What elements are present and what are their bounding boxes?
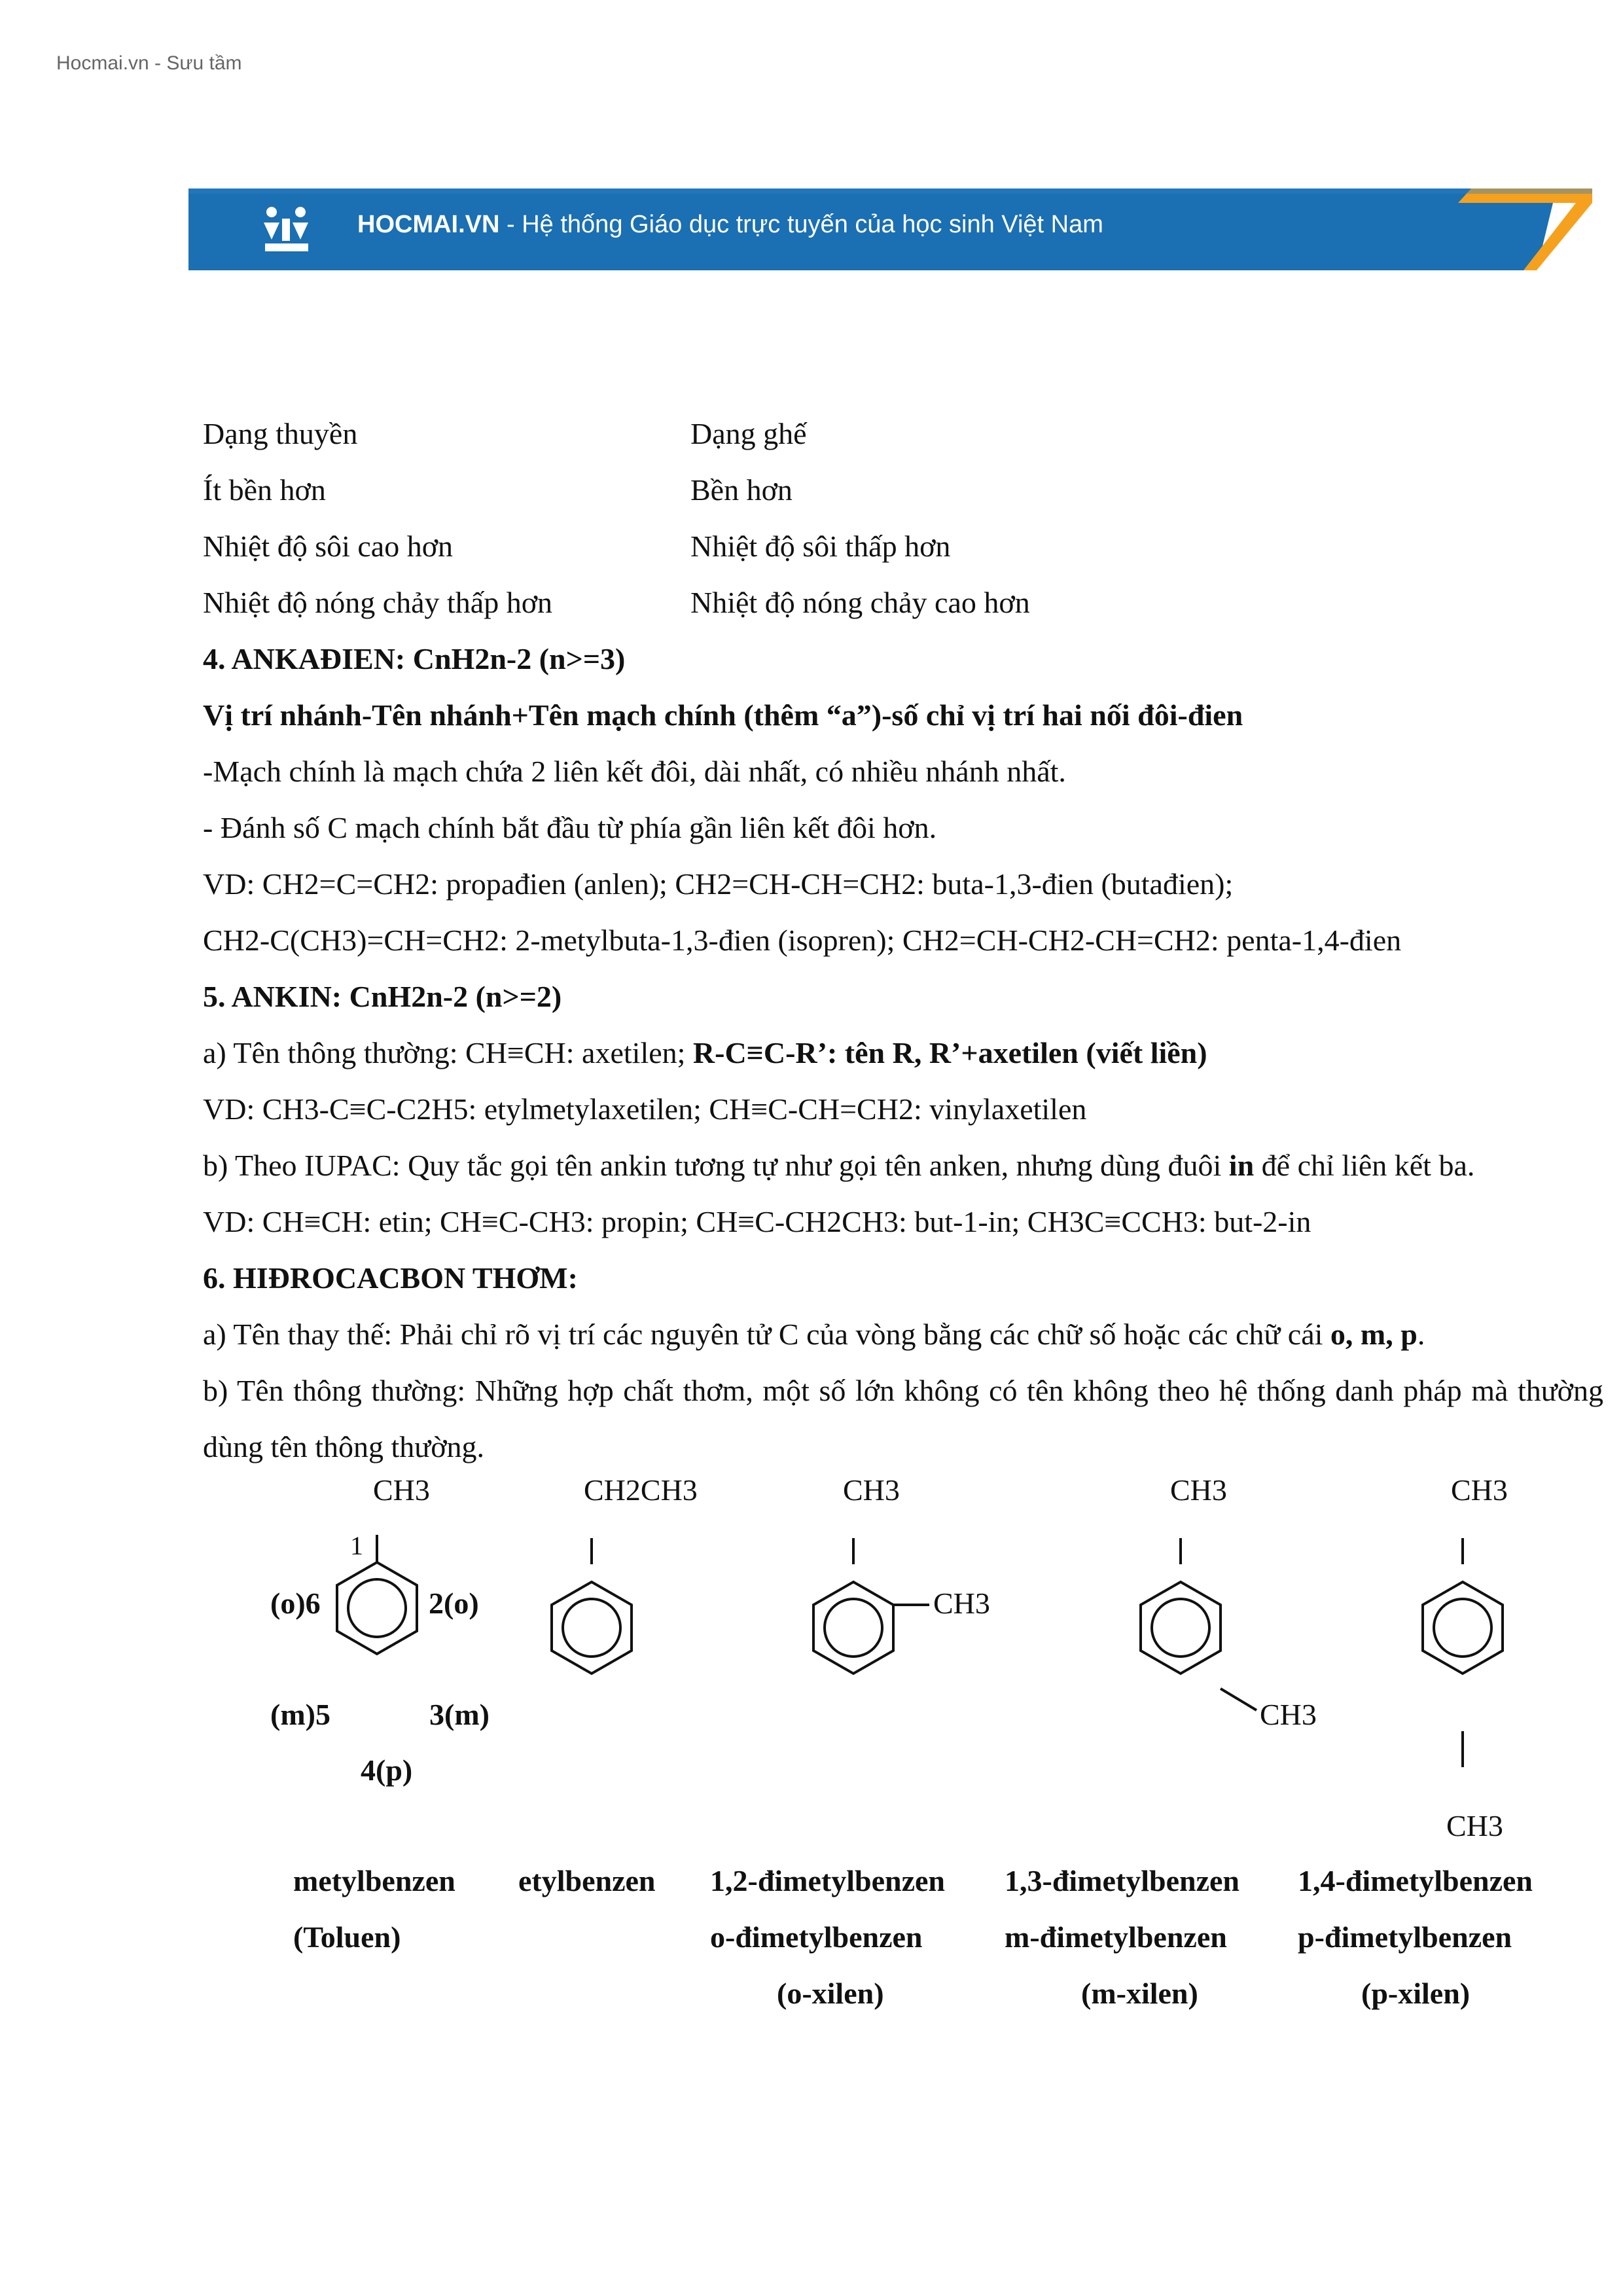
comparison-row xyxy=(203,518,1610,575)
meta-xylene-ring xyxy=(1141,1538,1257,1710)
para-substituent-1: CH3 xyxy=(1451,1473,1508,1507)
ortho-name: 1,2-đimetylbenzen xyxy=(710,1864,946,1897)
toluene-position-4: 4(p) xyxy=(361,1753,413,1787)
comparison-row xyxy=(203,462,1610,518)
section-5-a-rule: R-C≡C-R’: tên R, R’+axetilen (viết liền) xyxy=(692,1036,1207,1069)
section-5-title: 5. ANKIN: CnH2n-2 (n>=2) xyxy=(203,980,562,1013)
toluene-position-6: (o)6 xyxy=(270,1587,321,1620)
brand-line xyxy=(357,211,1103,239)
ortho-substituent-2: CH3 xyxy=(933,1587,990,1620)
section-4-line: - Đánh số C mạch chính bắt đầu từ phía gần liên kết đôi hơn. xyxy=(203,811,937,844)
meta-substituent-2: CH3 xyxy=(1260,1698,1317,1731)
ethyl-substituent: CH2CH3 xyxy=(584,1473,698,1507)
boat-cell: Nhiệt độ nóng chảy thấp hơn xyxy=(203,586,553,619)
section-6-a xyxy=(203,1306,1610,1363)
chair-cell: Dạng ghế xyxy=(690,417,807,450)
para-common-name: (p-xilen) xyxy=(1361,1977,1471,2010)
section-5-b-suffix-word: in xyxy=(1228,1149,1255,1182)
toluene-common-name: (Toluen) xyxy=(293,1920,401,1954)
section-5-a xyxy=(203,1025,1610,1081)
section-6-a-text: a) Tên thay thế: Phải chỉ rõ vị trí các nguyên tử C của vòng bằng các chữ số hoặc các chữ cái xyxy=(203,1318,1330,1351)
section-4-rule: Vị trí nhánh-Tên nhánh+Tên mạch chính (thêm “a”)-số chỉ vị trí hai nối đôi-đien xyxy=(203,698,1243,732)
chair-cell: Nhiệt độ nóng chảy cao hơn xyxy=(690,586,1030,619)
header-banner xyxy=(188,188,1592,270)
section-5-b-text: b) Theo IUPAC: Quy tắc gọi tên ankin tương tự như gọi tên anken, nhưng dùng đuôi xyxy=(203,1149,1229,1182)
brand-tagline: - Hệ thống Giáo dục trực tuyến của học sinh Việt Nam xyxy=(499,211,1103,238)
meta-alt-name: m-đimetylbenzen xyxy=(1005,1920,1227,1954)
section-6-title: 6. HIĐROCACBON THƠM: xyxy=(203,1261,578,1295)
toluene-position-3: 3(m) xyxy=(429,1698,490,1731)
section-4-line: -Mạch chính là mạch chứa 2 liên kết đôi, dài nhất, có nhiều nhánh nhất. xyxy=(203,755,1066,788)
comparison-row xyxy=(203,406,1610,462)
ortho-alt-name: o-đimetylbenzen xyxy=(710,1920,923,1954)
boat-cell: Nhiệt độ sôi cao hơn xyxy=(203,529,454,563)
meta-substituent-1: CH3 xyxy=(1170,1473,1227,1507)
ortho-common-name: (o-xilen) xyxy=(777,1977,884,2010)
para-xylene-ring xyxy=(1423,1538,1503,1767)
comparison-row xyxy=(203,575,1610,631)
section-5-b-end: để chỉ liên kết ba. xyxy=(1254,1149,1475,1182)
document-body xyxy=(203,406,1610,1475)
section-4-example: VD: CH2=C=CH2: propađien (anlen); CH2=CH-CH=CH2: buta-1,3-đien (butađien); xyxy=(203,867,1234,901)
toluene-position-2: 2(o) xyxy=(429,1587,479,1620)
para-substituent-2: CH3 xyxy=(1446,1809,1503,1842)
section-4-title: 4. ANKAĐIEN: CnH2n-2 (n>=3) xyxy=(203,642,626,675)
section-6-b: b) Tên thông thường: Những hợp chất thơm, một số lớn không có tên không theo hệ thống danh pháp mà thường dùng tên thông thường. xyxy=(203,1374,1603,1463)
boat-cell: Ít bền hơn xyxy=(203,473,326,507)
ethylbenzene-name: etylbenzen xyxy=(518,1864,656,1897)
toluene-substituent: CH3 xyxy=(373,1473,430,1507)
ortho-xylene-ring xyxy=(813,1538,929,1674)
toluene-name: metylbenzen xyxy=(293,1864,455,1897)
section-5-example: VD: CH≡CH: etin; CH≡C-CH3: propin; CH≡C-CH2CH3: but-1-in; CH3C≡CCH3: but-2-in xyxy=(203,1205,1311,1238)
section-5-b xyxy=(203,1138,1610,1194)
toluene-position-5: (m)5 xyxy=(270,1698,330,1731)
para-name: 1,4-đimetylbenzen xyxy=(1298,1864,1533,1897)
ethylbenzene-ring xyxy=(552,1538,632,1674)
ortho-substituent-1: CH3 xyxy=(843,1473,900,1507)
structure-drawings xyxy=(0,1460,1623,2049)
chair-cell: Bền hơn xyxy=(690,473,793,507)
section-4-example: CH2-C(CH3)=CH=CH2: 2-metylbuta-1,3-đien (isopren); CH2=CH-CH2-CH=CH2: penta-1,4-đien xyxy=(203,924,1402,957)
toluene-position-1: 1 xyxy=(350,1531,363,1560)
para-alt-name: p-đimetylbenzen xyxy=(1298,1920,1512,1954)
chair-cell: Nhiệt độ sôi thấp hơn xyxy=(690,529,951,563)
aromatic-structures xyxy=(0,1460,1623,2049)
section-6-a-end: . xyxy=(1417,1318,1425,1351)
source-note: Hocmai.vn - Sưu tầm xyxy=(56,52,242,74)
meta-common-name: (m-xilen) xyxy=(1081,1977,1198,2010)
section-5-a-text: a) Tên thông thường: CH≡CH: axetilen; xyxy=(203,1036,693,1069)
boat-cell: Dạng thuyền xyxy=(203,417,358,450)
meta-name: 1,3-đimetylbenzen xyxy=(1005,1864,1240,1897)
toluene-ring xyxy=(337,1535,417,1654)
brand-name: HOCMAI.VN xyxy=(357,211,500,238)
section-5-example: VD: CH3-C≡C-C2H5: etylmetylaxetilen; CH≡C-CH=CH2: vinylaxetilen xyxy=(203,1092,1087,1126)
section-6-a-letters: o, m, p xyxy=(1330,1318,1418,1351)
